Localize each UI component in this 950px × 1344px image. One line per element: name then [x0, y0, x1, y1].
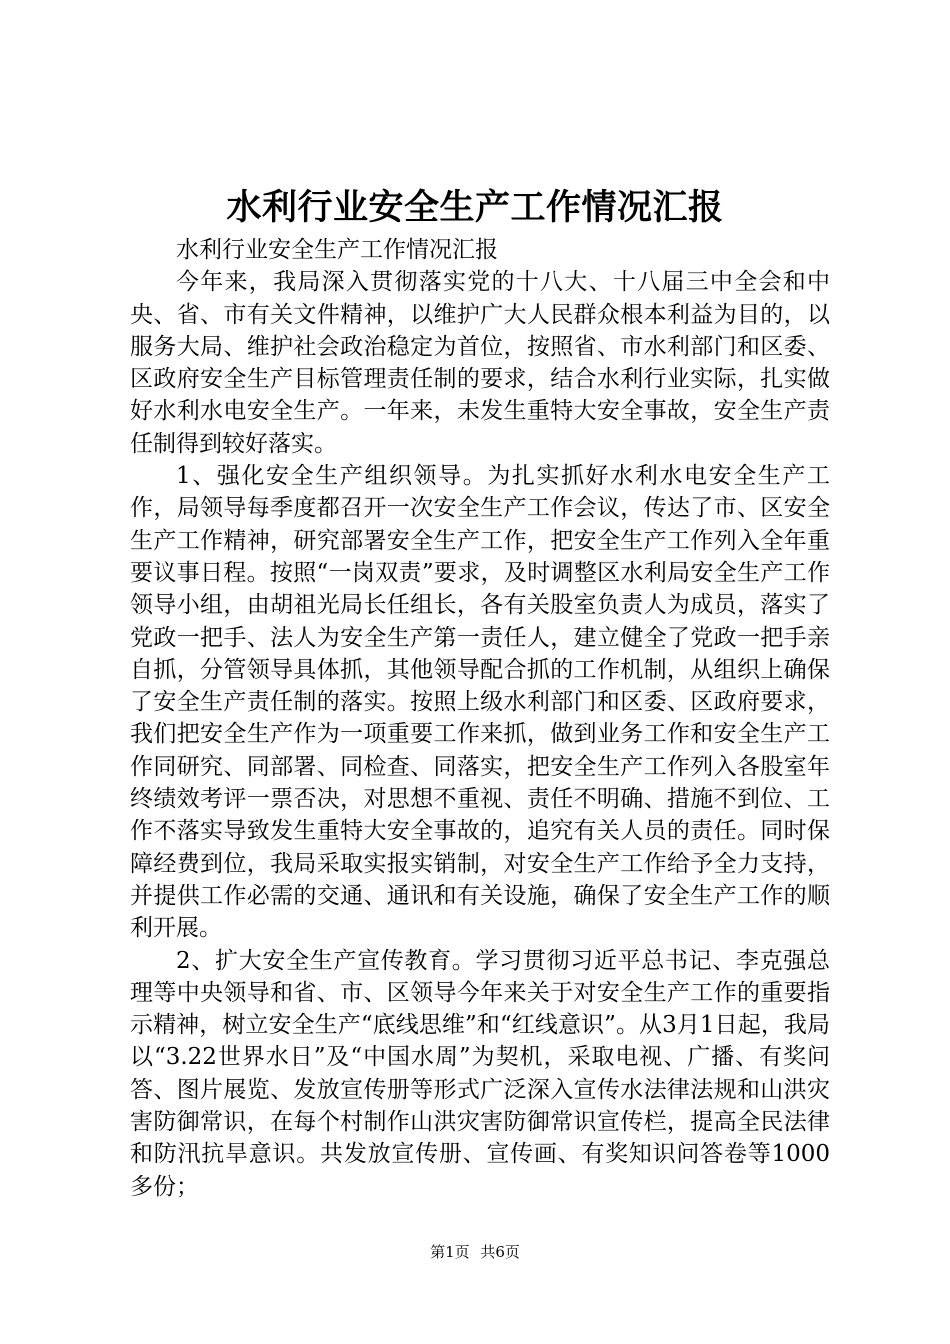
page-total: 共6页: [480, 1243, 520, 1261]
body-paragraph-intro: 今年来，我局深入贯彻落实党的十八大、十八届三中全会和中央、省、市有关文件精神，以维护广大人民群众根本利益为目的，以服务大局、维护社会政治稳定为首位，按照省、市水利部门和区委、区政府安全生产目标管理责任制的要求，结合水利行业实际，扎实做好水利水电安全生产。一年来，未发生重特大安全事故，安全生产责任制得到较好落实。: [130, 269, 830, 457]
page-title: 水利行业安全生产工作情况汇报: [226, 187, 724, 228]
document-body: [130, 234, 830, 1203]
page-number: 第1页: [430, 1243, 470, 1261]
body-paragraph-subtitle: 水利行业安全生产工作情况汇报: [176, 237, 498, 263]
body-paragraph-section-2: 2、扩大安全生产宣传教育。学习贯彻习近平总书记、李克强总理等中央领导和省、市、区领导今年来关于对安全生产工作的重要指示精神，树立安全生产“底线思维”和“红线意识”。从3月1日起，我局以“3.22世界水日”及“中国水周”为契机，采取电视、广播、有奖问答、图片展览、发放宣传册等形式广泛深入宣传水法律法规和山洪灾害防御常识，在每个村制作山洪灾害防御常识宣传栏，提高全民法律和防汛抗旱意识。共发放宣传册、宣传画、有奖知识问答卷等1000多份；: [130, 947, 830, 1200]
body-paragraph-section-1: 1、强化安全生产组织领导。为扎实抓好水利水电安全生产工作，局领导每季度都召开一次安全生产工作会议，传达了市、区安全生产工作精神，研究部署安全生产工作，把安全生产工作列入全年重要议事日程。按照“一岗双责”要求，及时调整区水利局安全生产工作领导小组，由胡祖光局长任组长，各有关股室负责人为成员，落实了党政一把手、法人为安全生产第一责任人，建立健全了党政一把手亲自抓，分管领导具体抓，其他领导配合抓的工作机制，从组织上确保了安全生产责任制的落实。按照上级水利部门和区委、区政府要求，我们把安全生产作为一项重要工作来抓，做到业务工作和安全生产工作同研究、同部署、同检查、同落实，把安全生产工作列入各股室年终绩效考评一票否决，对思想不重视、责任不明确、措施不到位、工作不落实导致发生重特大安全事故的，追究有关人员的责任。同时保障经费到位，我局采取实报实销制，对安全生产工作给予全力支持，并提供工作必需的交通、通讯和有关设施，确保了安全生产工作的顺利开展。: [130, 463, 830, 942]
page-footer: [0, 1242, 950, 1262]
